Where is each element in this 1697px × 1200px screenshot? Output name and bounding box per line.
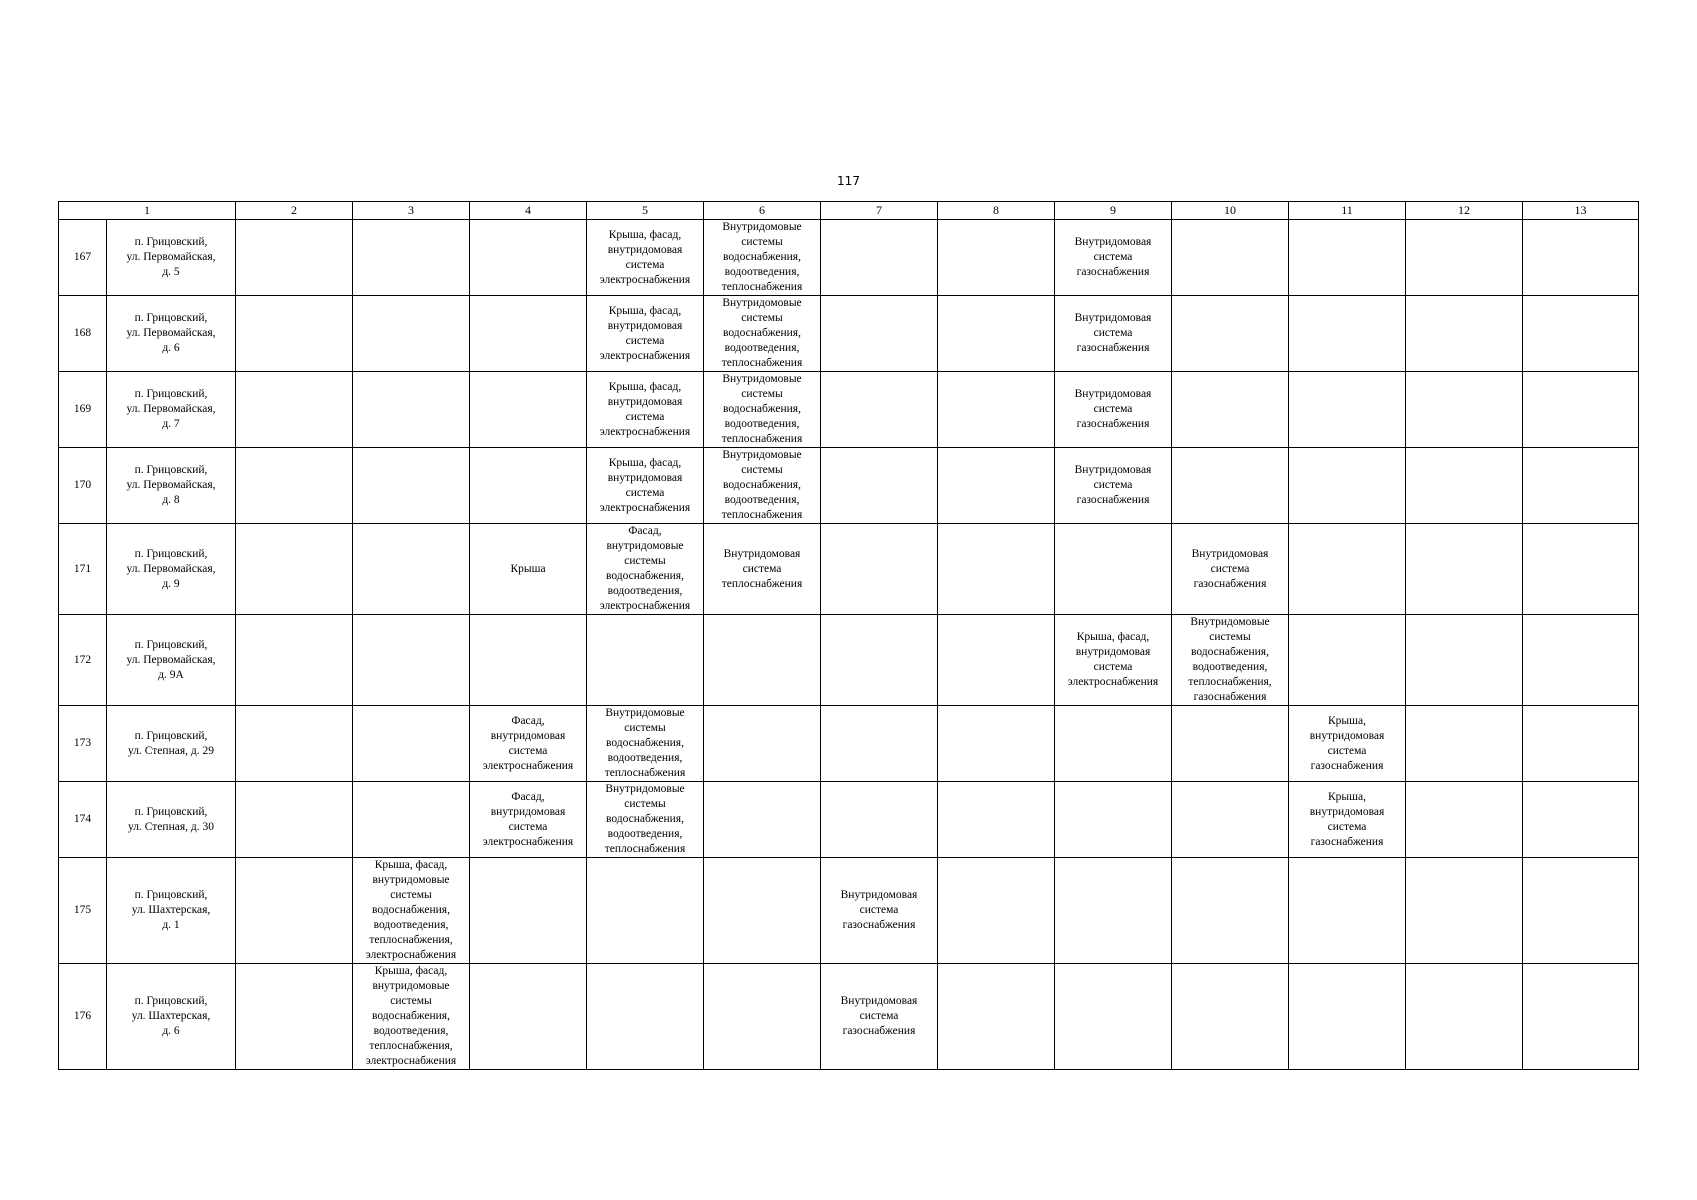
work-cell-col-8 — [938, 615, 1055, 706]
address-cell: п. Грицовский, ул. Первомайская, д. 5 — [107, 220, 236, 296]
table-row — [59, 296, 1639, 372]
table-row — [59, 524, 1639, 615]
work-cell-col-13 — [1523, 964, 1639, 1070]
work-cell-col-13 — [1523, 220, 1639, 296]
work-cell-col-6 — [704, 615, 821, 706]
work-cell-col-5 — [587, 615, 704, 706]
work-cell-col-6 — [704, 706, 821, 782]
work-cell-col-12 — [1406, 448, 1523, 524]
work-cell-col-4 — [470, 372, 587, 448]
work-cell-col-8 — [938, 296, 1055, 372]
table-row — [59, 220, 1639, 296]
work-cell-col-13 — [1523, 448, 1639, 524]
column-header: 11 — [1289, 202, 1406, 220]
work-cell-col-11: Крыша, внутридомовая система газоснабжения — [1289, 706, 1406, 782]
work-cell-col-11 — [1289, 372, 1406, 448]
work-cell-col-8 — [938, 220, 1055, 296]
work-cell-col-13 — [1523, 524, 1639, 615]
table-row — [59, 706, 1639, 782]
work-cell-col-7 — [821, 524, 938, 615]
work-cell-col-5: Крыша, фасад, внутридомовая система электроснабжения — [587, 220, 704, 296]
row-number: 176 — [59, 964, 107, 1070]
work-cell-col-6: Внутридомовые системы водоснабжения, водоотведения, теплоснабжения — [704, 372, 821, 448]
work-cell-col-5: Внутридомовые системы водоснабжения, водоотведения, теплоснабжения — [587, 782, 704, 858]
work-cell-col-9 — [1055, 706, 1172, 782]
work-cell-col-13 — [1523, 615, 1639, 706]
work-cell-col-6 — [704, 858, 821, 964]
work-cell-col-9: Крыша, фасад, внутридомовая система электроснабжения — [1055, 615, 1172, 706]
work-cell-col-5 — [587, 858, 704, 964]
table-row — [59, 448, 1639, 524]
work-cell-col-3 — [353, 706, 470, 782]
work-cell-col-11 — [1289, 964, 1406, 1070]
row-number: 171 — [59, 524, 107, 615]
column-header: 6 — [704, 202, 821, 220]
work-cell-col-3 — [353, 296, 470, 372]
work-cell-col-11 — [1289, 615, 1406, 706]
work-cell-col-11 — [1289, 448, 1406, 524]
work-cell-col-7: Внутридомовая система газоснабжения — [821, 964, 938, 1070]
work-cell-col-9 — [1055, 964, 1172, 1070]
work-cell-col-4 — [470, 615, 587, 706]
work-cell-col-4 — [470, 964, 587, 1070]
address-cell: п. Грицовский, ул. Первомайская, д. 6 — [107, 296, 236, 372]
row-number: 173 — [59, 706, 107, 782]
work-cell-col-12 — [1406, 706, 1523, 782]
work-cell-col-10: Внутридомовые системы водоснабжения, водоотведения, теплоснабжения, газоснабжения — [1172, 615, 1289, 706]
work-cell-col-10 — [1172, 296, 1289, 372]
work-cell-col-8 — [938, 524, 1055, 615]
work-cell-col-9 — [1055, 524, 1172, 615]
work-cell-col-4 — [470, 858, 587, 964]
work-cell-col-2 — [236, 782, 353, 858]
work-cell-col-13 — [1523, 858, 1639, 964]
work-cell-col-11 — [1289, 220, 1406, 296]
column-header: 12 — [1406, 202, 1523, 220]
work-cell-col-10 — [1172, 372, 1289, 448]
header-row — [59, 202, 1639, 220]
row-number: 174 — [59, 782, 107, 858]
column-header: 4 — [470, 202, 587, 220]
table-row — [59, 615, 1639, 706]
work-cell-col-7 — [821, 615, 938, 706]
column-header: 9 — [1055, 202, 1172, 220]
work-cell-col-13 — [1523, 296, 1639, 372]
table-header — [59, 202, 1639, 220]
work-cell-col-3 — [353, 372, 470, 448]
work-cell-col-3: Крыша, фасад, внутридомовые системы водоснабжения, водоотведения, теплоснабжения, электроснабжения — [353, 858, 470, 964]
work-cell-col-8 — [938, 858, 1055, 964]
work-cell-col-10 — [1172, 448, 1289, 524]
work-cell-col-13 — [1523, 372, 1639, 448]
work-cell-col-5: Крыша, фасад, внутридомовая система электроснабжения — [587, 296, 704, 372]
row-number: 169 — [59, 372, 107, 448]
address-cell: п. Грицовский, ул. Степная, д. 30 — [107, 782, 236, 858]
work-cell-col-2 — [236, 220, 353, 296]
work-cell-col-12 — [1406, 220, 1523, 296]
work-cell-col-7 — [821, 782, 938, 858]
work-cell-col-13 — [1523, 782, 1639, 858]
work-cell-col-3 — [353, 615, 470, 706]
column-header: 8 — [938, 202, 1055, 220]
work-cell-col-3 — [353, 782, 470, 858]
work-cell-col-2 — [236, 964, 353, 1070]
work-cell-col-3: Крыша, фасад, внутридомовые системы водоснабжения, водоотведения, теплоснабжения, электроснабжения — [353, 964, 470, 1070]
work-cell-col-9: Внутридомовая система газоснабжения — [1055, 220, 1172, 296]
work-cell-col-10 — [1172, 220, 1289, 296]
work-cell-col-2 — [236, 706, 353, 782]
work-cell-col-8 — [938, 372, 1055, 448]
work-cell-col-9: Внутридомовая система газоснабжения — [1055, 296, 1172, 372]
work-cell-col-4: Фасад, внутридомовая система электроснабжения — [470, 706, 587, 782]
work-cell-col-9 — [1055, 858, 1172, 964]
work-cell-col-12 — [1406, 524, 1523, 615]
work-cell-col-6: Внутридомовые системы водоснабжения, водоотведения, теплоснабжения — [704, 296, 821, 372]
column-header: 13 — [1523, 202, 1639, 220]
column-header: 7 — [821, 202, 938, 220]
work-cell-col-7 — [821, 706, 938, 782]
column-header: 5 — [587, 202, 704, 220]
work-cell-col-8 — [938, 964, 1055, 1070]
work-cell-col-10 — [1172, 964, 1289, 1070]
work-cell-col-6 — [704, 964, 821, 1070]
work-cell-col-5: Фасад, внутридомовые системы водоснабжения, водоотведения, электроснабжения — [587, 524, 704, 615]
address-cell: п. Грицовский, ул. Шахтерская, д. 1 — [107, 858, 236, 964]
work-cell-col-13 — [1523, 706, 1639, 782]
work-cell-col-5: Крыша, фасад, внутридомовая система электроснабжения — [587, 372, 704, 448]
table-row — [59, 858, 1639, 964]
work-cell-col-7 — [821, 296, 938, 372]
work-cell-col-12 — [1406, 858, 1523, 964]
address-cell: п. Грицовский, ул. Первомайская, д. 7 — [107, 372, 236, 448]
work-cell-col-10 — [1172, 858, 1289, 964]
row-number: 170 — [59, 448, 107, 524]
work-cell-col-8 — [938, 448, 1055, 524]
work-cell-col-9: Внутридомовая система газоснабжения — [1055, 448, 1172, 524]
work-cell-col-5: Внутридомовые системы водоснабжения, водоотведения, теплоснабжения — [587, 706, 704, 782]
work-cell-col-7 — [821, 220, 938, 296]
work-cell-col-4: Фасад, внутридомовая система электроснабжения — [470, 782, 587, 858]
work-cell-col-12 — [1406, 615, 1523, 706]
column-header: 2 — [236, 202, 353, 220]
work-cell-col-2 — [236, 448, 353, 524]
work-cell-col-11: Крыша, внутридомовая система газоснабжения — [1289, 782, 1406, 858]
work-cell-col-4: Крыша — [470, 524, 587, 615]
work-cell-col-2 — [236, 524, 353, 615]
table-body — [59, 220, 1639, 1070]
work-cell-col-6 — [704, 782, 821, 858]
work-cell-col-5 — [587, 964, 704, 1070]
row-number: 175 — [59, 858, 107, 964]
column-header: 10 — [1172, 202, 1289, 220]
table-row — [59, 372, 1639, 448]
column-header: 3 — [353, 202, 470, 220]
work-cell-col-3 — [353, 220, 470, 296]
work-cell-col-4 — [470, 220, 587, 296]
work-cell-col-6: Внутридомовая система теплоснабжения — [704, 524, 821, 615]
address-cell: п. Грицовский, ул. Степная, д. 29 — [107, 706, 236, 782]
work-cell-col-11 — [1289, 524, 1406, 615]
page-number: 117 — [837, 174, 860, 188]
work-cell-col-2 — [236, 615, 353, 706]
work-cell-col-12 — [1406, 296, 1523, 372]
work-cell-col-9 — [1055, 782, 1172, 858]
repair-schedule-table — [58, 201, 1639, 1070]
work-cell-col-9: Внутридомовая система газоснабжения — [1055, 372, 1172, 448]
table-row — [59, 782, 1639, 858]
work-cell-col-2 — [236, 296, 353, 372]
work-cell-col-7 — [821, 448, 938, 524]
work-cell-col-11 — [1289, 296, 1406, 372]
row-number: 167 — [59, 220, 107, 296]
table-row — [59, 964, 1639, 1070]
work-cell-col-11 — [1289, 858, 1406, 964]
work-cell-col-12 — [1406, 782, 1523, 858]
work-cell-col-4 — [470, 296, 587, 372]
work-cell-col-8 — [938, 782, 1055, 858]
work-cell-col-7: Внутридомовая система газоснабжения — [821, 858, 938, 964]
work-cell-col-4 — [470, 448, 587, 524]
work-cell-col-2 — [236, 372, 353, 448]
address-cell: п. Грицовский, ул. Первомайская, д. 9 — [107, 524, 236, 615]
work-cell-col-2 — [236, 858, 353, 964]
address-cell: п. Грицовский, ул. Шахтерская, д. 6 — [107, 964, 236, 1070]
work-cell-col-10 — [1172, 782, 1289, 858]
work-cell-col-8 — [938, 706, 1055, 782]
work-cell-col-7 — [821, 372, 938, 448]
work-cell-col-3 — [353, 524, 470, 615]
work-cell-col-3 — [353, 448, 470, 524]
work-cell-col-10 — [1172, 706, 1289, 782]
address-cell: п. Грицовский, ул. Первомайская, д. 9А — [107, 615, 236, 706]
work-cell-col-6: Внутридомовые системы водоснабжения, водоотведения, теплоснабжения — [704, 220, 821, 296]
column-header: 1 — [59, 202, 236, 220]
row-number: 168 — [59, 296, 107, 372]
work-cell-col-10: Внутридомовая система газоснабжения — [1172, 524, 1289, 615]
work-cell-col-6: Внутридомовые системы водоснабжения, водоотведения, теплоснабжения — [704, 448, 821, 524]
work-cell-col-5: Крыша, фасад, внутридомовая система электроснабжения — [587, 448, 704, 524]
address-cell: п. Грицовский, ул. Первомайская, д. 8 — [107, 448, 236, 524]
work-cell-col-12 — [1406, 964, 1523, 1070]
work-cell-col-12 — [1406, 372, 1523, 448]
row-number: 172 — [59, 615, 107, 706]
